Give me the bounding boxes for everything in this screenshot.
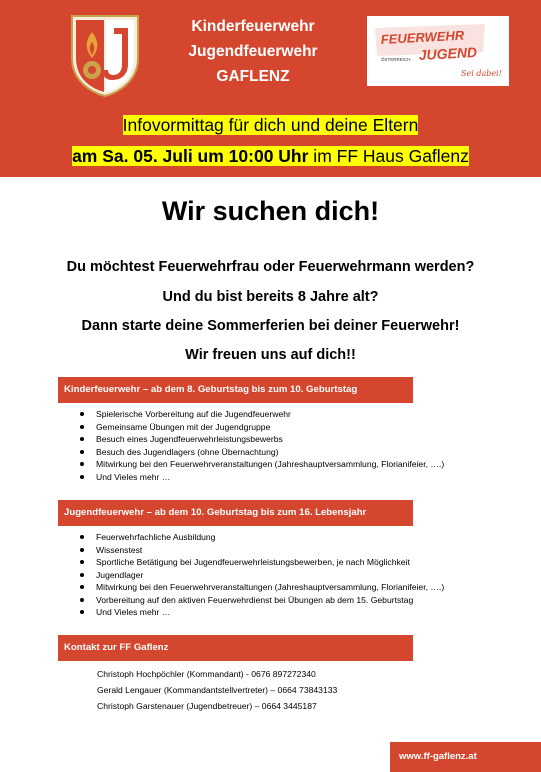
info-event-date: am Sa. 05. Juli um 10:00 Uhr <box>72 146 309 166</box>
list-item: Spielerische Vorbereitung auf die Jugendfeuerwehr <box>80 408 444 421</box>
svg-text:FEUERWEHR: FEUERWEHR <box>380 27 465 47</box>
info-event-location: im FF Haus Gaflenz <box>308 146 469 166</box>
header-title-line: Jugendfeuerwehr <box>188 43 318 60</box>
svg-text:JUGEND: JUGEND <box>418 43 478 63</box>
contact-list <box>97 666 337 714</box>
list-item: Feuerwehrfachliche Ausbildung <box>80 531 444 544</box>
header-banner <box>0 0 541 177</box>
svg-text:ÖSTERREICH: ÖSTERREICH <box>381 57 411 62</box>
list-item: Besuch eines Jugendfeuerwehrleistungsbewerbs <box>80 433 444 446</box>
list-item: Wissenstest <box>80 544 444 557</box>
main-heading: Wir suchen dich! <box>161 196 380 226</box>
list-item: Sportliche Betätigung bei Jugendfeuerwehrleistungsbewerben, je nach Möglichkeit <box>80 556 444 569</box>
kinderfeuerwehr-list <box>80 408 444 483</box>
contact-person: Christoph Hochpöchler (Kommandant) - 0676 897272340 <box>97 669 316 679</box>
info-event-title: Infovormittag für dich und deine Eltern <box>122 115 419 135</box>
jugendfeuerwehr-list <box>80 531 444 619</box>
list-item: Vorbereitung auf den aktiven Feuerwehrdienst bei Übungen ab dem 15. Geburtstag <box>80 594 444 607</box>
list-item: Und Vieles mehr … <box>80 471 444 484</box>
intro-text: Wir freuen uns auf dich!! <box>185 347 356 363</box>
header-title-line: Kinderfeuerwehr <box>191 18 315 35</box>
intro-text: Dann starte deine Sommerferien bei deiner Feuerwehr! <box>81 318 460 334</box>
list-item: Und Vieles mehr … <box>80 606 444 619</box>
contact-person: Christoph Garstenauer (Jugendbetreuer) – 0664 3445187 <box>97 701 317 711</box>
list-item: Gemeinsame Übungen mit der Jugendgruppe <box>80 421 444 434</box>
intro-text: Und du bist bereits 8 Jahre alt? <box>162 289 379 305</box>
header-title-line: GAFLENZ <box>216 68 290 85</box>
feuerwehrjugend-logo <box>367 16 509 86</box>
contact-person: Gerald Lengauer (Kommandantstellvertreter) – 0664 73843133 <box>97 685 338 695</box>
section-title-kinderfeuerwehr: Kinderfeuerwehr – ab dem 8. Geburtstag bis zum 10. Geburtstag <box>58 377 413 403</box>
list-item: Jugendlager <box>80 569 444 582</box>
list-item: Mitwirkung bei den Feuerwehrveranstaltungen (Jahreshauptversammlung, Florianifeier, ….) <box>80 458 444 471</box>
feuerwehr-emblem-icon <box>70 14 140 98</box>
list-item: Besuch des Jugendlagers (ohne Übernachtung) <box>80 446 444 459</box>
svg-text:Sei dabei!: Sei dabei! <box>461 69 502 78</box>
intro-text: Du möchtest Feuerwehrfrau oder Feuerwehrmann werden? <box>66 259 475 275</box>
section-title-kontakt: Kontakt zur FF Gaflenz <box>58 635 413 661</box>
website-link[interactable]: www.ff-gaflenz.at <box>390 742 541 772</box>
list-item: Mitwirkung bei den Feuerwehrveranstaltungen (Jahreshauptversammlung, Florianifeier, ….) <box>80 581 444 594</box>
section-title-jugendfeuerwehr: Jugendfeuerwehr – ab dem 10. Geburtstag bis zum 16. Lebensjahr <box>58 500 413 526</box>
